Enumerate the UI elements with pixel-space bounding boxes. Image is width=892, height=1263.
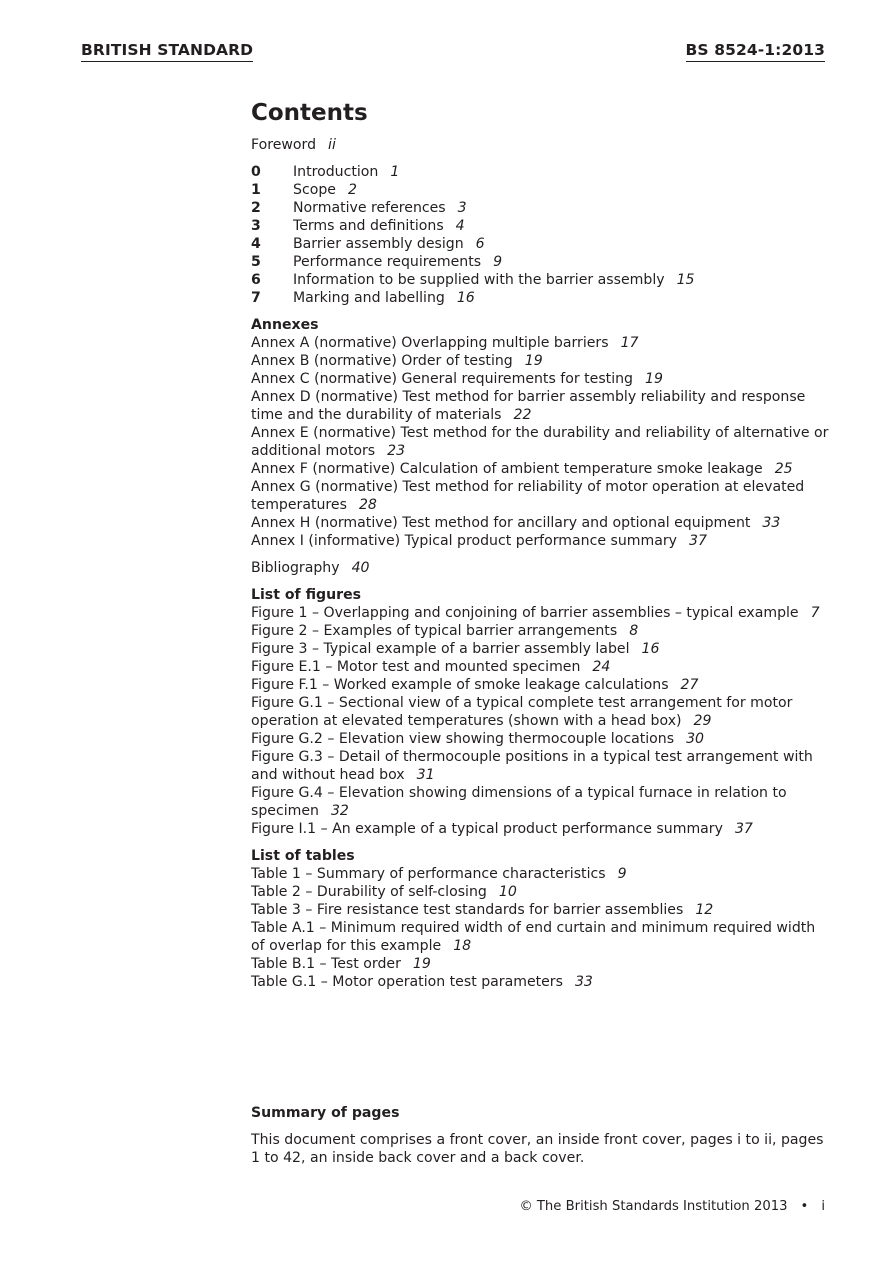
annex-title: Annex H (normative) Test method for ancillary and optional equipment <box>251 515 751 531</box>
figure-title: Figure F.1 – Worked example of smoke leakage calculations <box>251 677 669 693</box>
toc-figure[interactable] <box>251 694 831 730</box>
annex-page: 19 <box>645 371 663 387</box>
annex-page: 37 <box>689 533 707 549</box>
bullet-separator: • <box>800 1199 809 1214</box>
clause-title: Performance requirements <box>293 254 482 270</box>
table-title: Table 3 – Fire resistance test standards for barrier assemblies <box>251 902 684 918</box>
toc-foreword[interactable] <box>251 136 831 154</box>
figure-page: 27 <box>680 677 699 693</box>
clause-page: 1 <box>390 164 400 180</box>
summary-text: This document comprises a front cover, an inside front cover, pages i to ii, pages 1 to 42, an inside back cover and a back cover. <box>251 1132 824 1166</box>
figure-page: 37 <box>734 821 753 837</box>
toc-clause[interactable] <box>251 235 831 253</box>
table-title: Table B.1 – Test order <box>251 956 401 972</box>
annex-page: 22 <box>513 407 532 423</box>
annex-page: 28 <box>358 497 377 513</box>
toc-clause[interactable] <box>251 271 831 289</box>
toc-figure[interactable] <box>251 676 831 694</box>
figures-heading: List of figures <box>251 587 362 603</box>
table-page: 9 <box>617 866 627 882</box>
toc-clauses <box>251 163 831 307</box>
clause-page: 6 <box>475 236 485 252</box>
clause-number: 5 <box>251 254 261 270</box>
toc-figure[interactable] <box>251 622 831 640</box>
figure-page: 24 <box>592 659 611 675</box>
table-page: 10 <box>498 884 517 900</box>
annex-page: 33 <box>762 515 781 531</box>
clause-page: 2 <box>347 182 357 198</box>
toc-bibliography[interactable] <box>251 559 831 577</box>
annex-page: 25 <box>774 461 793 477</box>
toc-figure[interactable] <box>251 640 831 658</box>
toc-figure[interactable] <box>251 820 831 838</box>
toc-table[interactable] <box>251 973 831 991</box>
page-footer <box>520 1198 826 1216</box>
clause-title: Barrier assembly design <box>293 236 464 252</box>
toc-annex[interactable] <box>251 370 831 388</box>
clause-number: 1 <box>251 182 261 198</box>
toc-annex[interactable] <box>251 514 831 532</box>
table-page: 33 <box>574 974 593 990</box>
annex-title: Annex E (normative) Test method for the durability and reliability of alternative or additional motors <box>251 425 829 459</box>
toc-figure[interactable] <box>251 730 831 748</box>
figure-title: Figure I.1 – An example of a typical product performance summary <box>251 821 723 837</box>
toc-table[interactable] <box>251 919 831 955</box>
toc-clause[interactable] <box>251 217 831 235</box>
annex-title: Annex D (normative) Test method for barrier assembly reliability and response time and the durability of materials <box>251 389 806 423</box>
tables-heading: List of tables <box>251 848 355 864</box>
clause-title: Marking and labelling <box>293 290 445 306</box>
toc-annex[interactable] <box>251 424 831 460</box>
figure-page: 8 <box>629 623 639 639</box>
clause-page: 4 <box>455 218 465 234</box>
clause-number: 3 <box>251 218 261 234</box>
table-title: Table G.1 – Motor operation test parameters <box>251 974 563 990</box>
toc-annex[interactable] <box>251 478 831 514</box>
toc-annex[interactable] <box>251 352 831 370</box>
figure-page: 16 <box>641 641 660 657</box>
clause-number: 7 <box>251 290 261 306</box>
toc-clause[interactable] <box>251 253 831 271</box>
toc-table[interactable] <box>251 883 831 901</box>
figure-title: Figure E.1 – Motor test and mounted specimen <box>251 659 581 675</box>
figure-title: Figure G.4 – Elevation showing dimensions of a typical furnace in relation to specimen <box>251 785 787 819</box>
clause-title: Information to be supplied with the barrier assembly <box>293 272 665 288</box>
annex-title: Annex I (informative) Typical product performance summary <box>251 533 677 549</box>
figure-title: Figure G.3 – Detail of thermocouple positions in a typical test arrangement with and without head box <box>251 749 813 783</box>
toc-annexes <box>251 316 831 550</box>
figure-page: 29 <box>693 713 712 729</box>
table-page: 12 <box>695 902 714 918</box>
annex-title: Annex G (normative) Test method for reliability of motor operation at elevated temperatures <box>251 479 805 513</box>
figure-title: Figure G.1 – Sectional view of a typical complete test arrangement for motor operation at elevated temperatures (shown with a head box) <box>251 695 793 729</box>
clause-title: Normative references <box>293 200 446 216</box>
clause-number: 2 <box>251 200 261 216</box>
running-header-left: BRITISH STANDARD <box>81 40 253 62</box>
clause-page: 16 <box>456 290 475 306</box>
toc-figure[interactable] <box>251 604 831 622</box>
annex-title: Annex F (normative) Calculation of ambient temperature smoke leakage <box>251 461 763 477</box>
annex-page: 17 <box>620 335 639 351</box>
annex-page: 23 <box>387 443 406 459</box>
toc-clause[interactable] <box>251 289 831 307</box>
toc-annex[interactable] <box>251 532 831 550</box>
running-header-right: BS 8524-1:2013 <box>686 40 825 62</box>
table-title: Table 1 – Summary of performance characteristics <box>251 866 606 882</box>
toc-annex[interactable] <box>251 460 831 478</box>
clause-title: Scope <box>293 182 336 198</box>
bibliography-page: 40 <box>351 560 370 576</box>
toc-clause[interactable] <box>251 181 831 199</box>
summary-of-pages <box>251 1104 831 1167</box>
table-title: Table 2 – Durability of self-closing <box>251 884 487 900</box>
toc-figure[interactable] <box>251 658 831 676</box>
clause-number: 6 <box>251 272 261 288</box>
contents-page <box>251 98 831 991</box>
figure-title: Figure 1 – Overlapping and conjoining of barrier assemblies – typical example <box>251 605 799 621</box>
summary-heading: Summary of pages <box>251 1105 400 1121</box>
clause-number: 4 <box>251 236 261 252</box>
clause-page: 15 <box>676 272 695 288</box>
clause-title: Introduction <box>293 164 379 180</box>
toc-table[interactable] <box>251 901 831 919</box>
toc-annex[interactable] <box>251 388 831 424</box>
clause-page: 3 <box>457 200 467 216</box>
figure-title: Figure G.2 – Elevation view showing thermocouple locations <box>251 731 675 747</box>
clause-page: 9 <box>493 254 503 270</box>
toc-figure[interactable] <box>251 748 831 784</box>
bibliography-label: Bibliography <box>251 560 340 576</box>
clause-title: Terms and definitions <box>293 218 444 234</box>
copyright-notice: © The British Standards Institution 2013 <box>519 1199 788 1214</box>
table-page: 18 <box>453 938 472 954</box>
annexes-heading: Annexes <box>251 317 319 333</box>
toc-annex[interactable] <box>251 334 831 352</box>
clause-number: 0 <box>251 164 261 180</box>
table-page: 19 <box>412 956 431 972</box>
page-number: i <box>821 1199 825 1214</box>
annex-title: Annex C (normative) General requirements for testing <box>251 371 633 387</box>
annex-page: 19 <box>524 353 543 369</box>
toc-table[interactable] <box>251 955 831 973</box>
figure-page: 30 <box>686 731 705 747</box>
toc-tables <box>251 847 831 991</box>
toc-figures <box>251 586 831 838</box>
annex-title: Annex A (normative) Overlapping multiple barriers <box>251 335 609 351</box>
figure-page: 7 <box>810 605 820 621</box>
table-title: Table A.1 – Minimum required width of end curtain and minimum required width of overlap for this example <box>251 920 816 954</box>
toc-foreword-page: ii <box>328 137 336 153</box>
toc-clause[interactable] <box>251 199 831 217</box>
figure-title: Figure 3 – Typical example of a barrier assembly label <box>251 641 630 657</box>
toc-table[interactable] <box>251 865 831 883</box>
figure-page: 32 <box>330 803 349 819</box>
toc-figure[interactable] <box>251 784 831 820</box>
toc-foreword-label: Foreword <box>251 137 317 153</box>
figure-page: 31 <box>416 767 435 783</box>
toc-clause[interactable] <box>251 163 831 181</box>
annex-title: Annex B (normative) Order of testing <box>251 353 513 369</box>
figure-title: Figure 2 – Examples of typical barrier arrangements <box>251 623 618 639</box>
page-title: Contents <box>251 100 368 126</box>
